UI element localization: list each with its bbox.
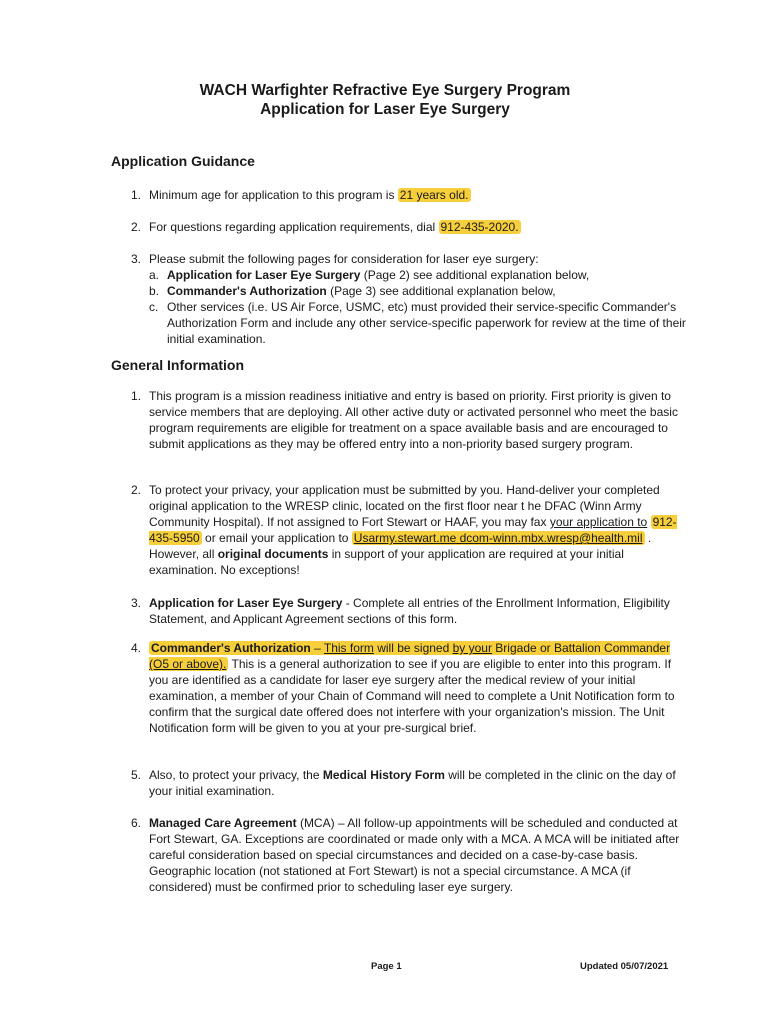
sub-item-b: b. Commander's Authorization (Page 3) see additional explanation below, [149, 284, 556, 298]
sub-item-c: c. Other services (i.e. US Air Force, USMC, etc) must provided their service-specific Commander's Authorization Form and include any other service-specific paperwork for review at the time of their initial examination. [149, 300, 686, 346]
document-title: WACH Warfighter Refractive Eye Surgery Program [199, 82, 571, 99]
updated-date: Updated 05/07/2021 [580, 961, 669, 972]
highlighted-fax-number: 912-435-5950 [149, 515, 677, 545]
highlighted-phone: 912-435-2020. [440, 220, 519, 234]
highlighted-age: 21 years old. [399, 188, 469, 202]
document-page: WACH Warfighter Refractive Eye Surgery Program Application for Laser Eye Surgery Application Guidance 1. Minimum age for application to this program is 21 years old. 2. For questions regarding application requirements, dial 912-435-2020. 3. Please submit the following pages for consideration for laser eye surgery: a. Application for Laser Eye Surgery (Page 2) see additional explanation below, b. Commander's Authorization (Page 3) see additional explanation below, c. Other services (i.e. US Air Force, USMC, etc) must provided their service-specific Commander's Authorization Form and include any other service-specific paperwork for review at the time of their initial examination. General Information 1. This program is a mission readiness initiative and entry is based on priority. First priority is given to service members that are deploying. All other active duty or activated personnel who meet the basic program requirements are eligible for treatment on a space available basis and are encouraged to submit applications as they may be offered entry into a non-priority based surgery program. 2. To protect your privacy, your application must be submitted by you. Hand-deliver your completed original application to the WRESP clinic, located on the first floor near t he DFAC (Winn Army Community Hospital). If not assigned to Fort Stewart or HAAF, you may fax your application to 912-435-5950 or email your application to Usarmy.stewart.me dcom-winn.mbx.wresp@health.mil . However, all original documents in support of your application are required at your initial examination. No exceptions! 3. Application for Laser Eye Surgery - Complete all entries of the Enrollment Information, Eligibility Statement, and Applicant Agreement sections of this form. 4. Commander's Authorization – This form will be signed by your Brigade or Battalion Commander (O5 or above). This is a general authorization to see if you are eligible to enter into this program. If you are identified as a candidate for laser eye surgery after the medical review of your initial examination, a member of your Chain of Command will need to complete a Unit Notification form to confirm that the surgical date offered does not interfere with your organization's mission. The Unit Notification form will be given to you at your pre-surgical brief. 5. Also, to protect your privacy, the Medical History Form will be completed in the clinic on the day of your initial examination. 6. Managed Care Agreement (MCA) – All follow-up appointments will be scheduled and conducted at Fort Stewart, GA. Exceptions are coordinated or made only with a MCA. A MCA will be initiated after careful consideration based on special circumstances and decided on a case-by-case basis. Geographic location (not stationed at Fort Stewart) is not a special circumstance. A MCA (if considered) must be confirmed prior to scheduling laser eye surgery. Page 1 Updated 05/07/2021 [0, 0, 770, 1024]
sub-item-a: a. Application for Laser Eye Surgery (Page 2) see additional explanation below, [149, 268, 590, 282]
highlighted-commander-authorization: Commander's Authorization – This form will be signed by your Brigade or Battalion Commander (O5 or above). [149, 641, 671, 671]
page-number: Page 1 [371, 961, 402, 972]
section-heading-application-guidance: Application Guidance [111, 153, 255, 169]
document-subtitle: Application for Laser Eye Surgery [260, 101, 510, 118]
email-link[interactable]: Usarmy.stewart.me dcom-winn.mbx.wresp@health.mil [353, 531, 643, 545]
section-heading-general-information: General Information [111, 357, 245, 373]
